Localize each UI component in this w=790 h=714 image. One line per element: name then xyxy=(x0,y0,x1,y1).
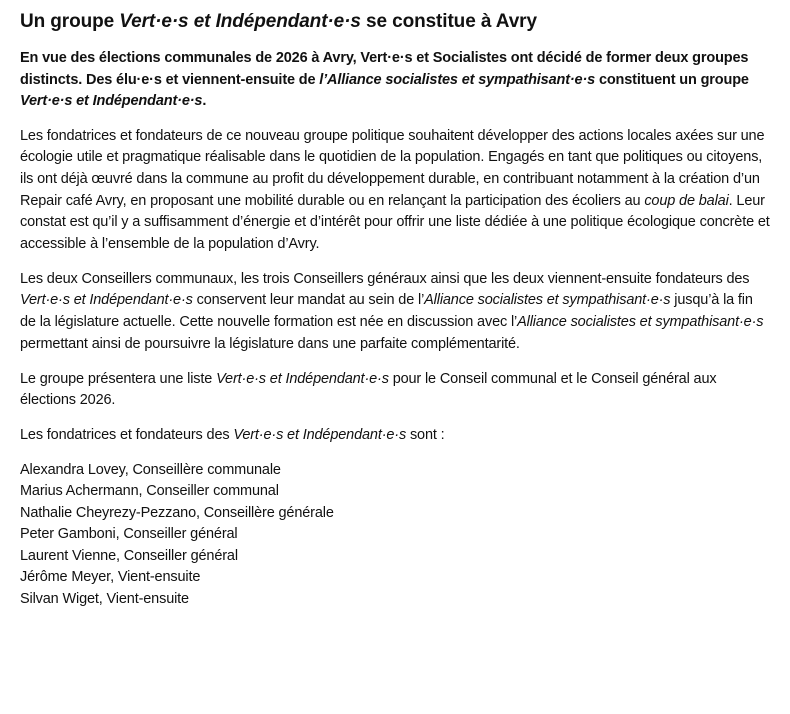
lead-alliance-name: l’Alliance socialistes et sympathisant·e·s xyxy=(319,71,596,88)
paragraph-mandates-text-1: Les deux Conseillers communaux, les trois Conseillers généraux ainsi que les deux viennent-ensuite fondateurs des xyxy=(20,270,750,287)
founders-intro-text-2: sont : xyxy=(406,426,445,443)
founder-item: Peter Gamboni, Conseiller général xyxy=(20,526,238,543)
paragraph-mandates-alliance-1: Alliance socialistes et sympathisant·e·s xyxy=(424,292,671,309)
paragraph-mandates-text-4: permettant ainsi de poursuivre la législature dans une parfaite complémentarité. xyxy=(20,335,520,352)
lead-text-3: . xyxy=(202,93,207,109)
paragraph-mandates-group-name: Vert·e·s et Indépendant·e·s xyxy=(20,292,193,309)
founder-item: Nathalie Cheyrezy-Pezzano, Conseillère générale xyxy=(20,504,334,521)
paragraph-mandates-alliance-2: Alliance socialistes et sympathisant·e·s xyxy=(517,314,764,331)
title-suffix: se constitue à Avry xyxy=(360,11,537,32)
paragraph-mission-text-2: . Leur constat est qu’il y a suffisamment d’énergie et d’intérêt pour offrir une liste dédiée à une politique écologique concrète et accessible à l’ensemble de la population d’Avry. xyxy=(20,192,770,253)
title-group-name: Vert·e·s et Indépendant·e·s xyxy=(119,11,361,32)
founder-item: Marius Achermann, Conseiller communal xyxy=(20,483,279,500)
paragraph-mandates-text-3: jusqu’à la fin de la législature actuelle. Cette nouvelle formation est née en discussion avec l’ xyxy=(20,292,753,331)
paragraph-founders-intro xyxy=(20,425,772,447)
paragraph-list-text-1: Le groupe présentera une liste xyxy=(20,370,217,387)
founder-item: Silvan Wiget, Vient-ensuite xyxy=(20,590,189,607)
lead-text-1: En vue des élections communales de 2026 à Avry, Vert·e·s et Socialistes ont décidé de former deux groupes distincts. Des élu·e·s et viennent-ensuite de xyxy=(20,50,749,88)
founders-list xyxy=(20,460,772,611)
document-title xyxy=(20,10,772,34)
title-prefix: Un groupe xyxy=(20,11,120,32)
paragraph-list-group-name: Vert·e·s et Indépendant·e·s xyxy=(216,370,389,387)
lead-paragraph xyxy=(20,48,772,113)
paragraph-list xyxy=(20,369,772,412)
coup-de-balai: coup de balai xyxy=(644,192,729,209)
founders-intro-group-name: Vert·e·s et Indépendant·e·s xyxy=(233,426,407,443)
founder-item: Laurent Vienne, Conseiller général xyxy=(20,547,238,564)
founders-intro-text-1: Les fondatrices et fondateurs des xyxy=(20,426,234,443)
paragraph-mission-text-1: Les fondatrices et fondateurs de ce nouveau groupe politique souhaitent développer des actions locales axées sur une écologie utile et pragmatique réalisable dans le quotidien de la population. Engagés en tant que politiques ou citoyens, ils ont déjà œuvré dans la commune au profit du développement durable, en contribuant notamment à la création d’un Repair café Avry, en proposant une mobilité durable ou en relançant la participation des écoliers au xyxy=(20,127,765,209)
paragraph-list-text-2: pour le Conseil communal et le Conseil général aux élections 2026. xyxy=(20,370,717,409)
paragraph-mandates-text-2: conservent leur mandat au sein de l’ xyxy=(192,292,425,309)
founder-item: Jérôme Meyer, Vient-ensuite xyxy=(20,569,201,586)
lead-text-2: constituent un groupe xyxy=(595,71,749,88)
lead-group-name: Vert·e·s et Indépendant·e·s xyxy=(20,93,203,109)
paragraph-mission xyxy=(20,126,772,256)
founder-item: Alexandra Lovey, Conseillère communale xyxy=(20,461,281,478)
paragraph-mandates xyxy=(20,269,772,356)
